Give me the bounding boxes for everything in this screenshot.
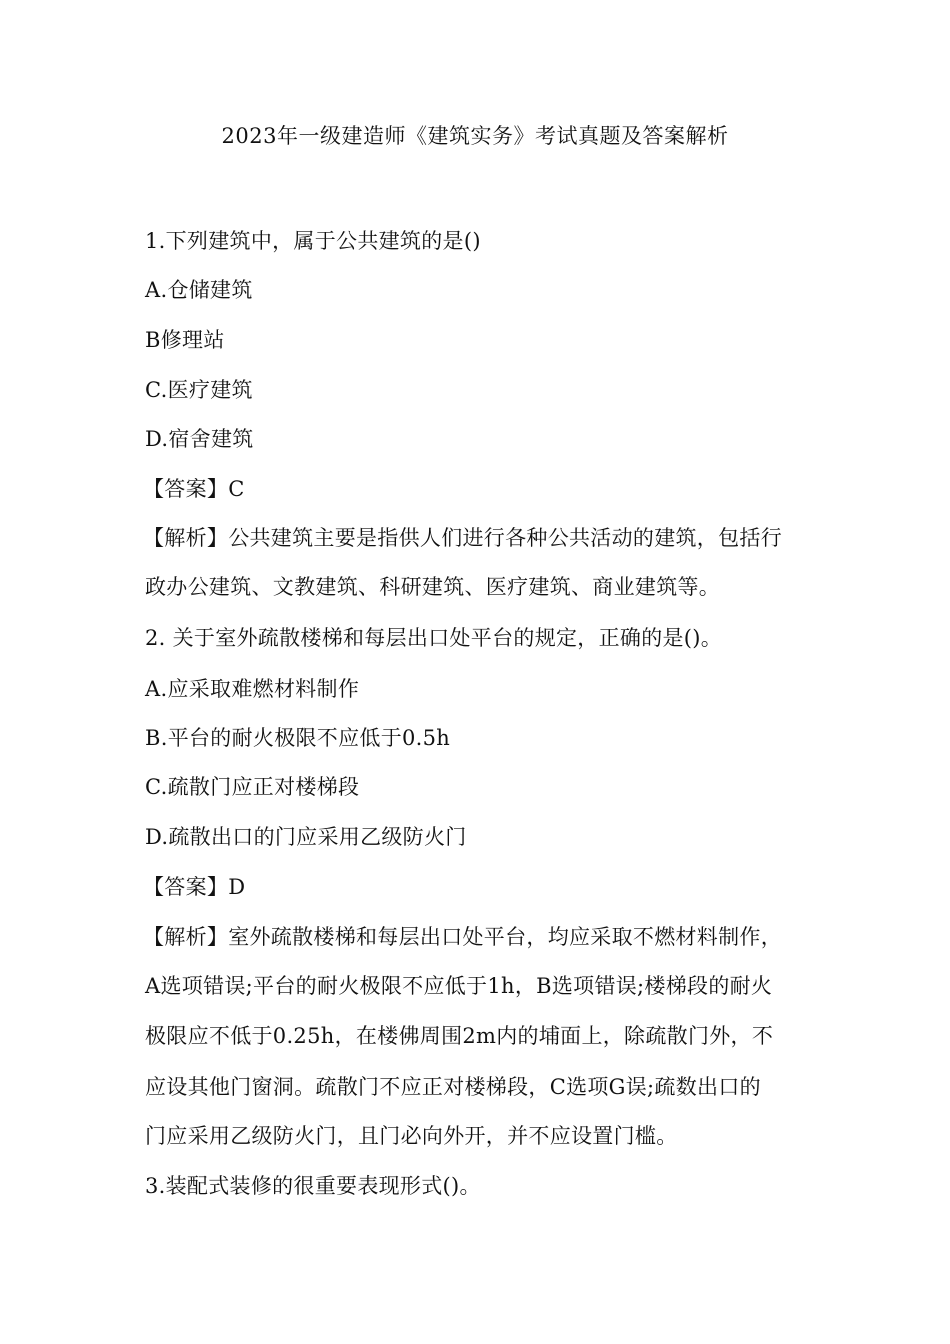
question-2-explanation-line: A选项错误;平台的耐火极限不应低于1h，B选项错误;楼梯段的耐火 — [145, 974, 773, 998]
question-2-option-b: B.平台的耐火极限不应低于0.5h — [145, 726, 451, 750]
question-1-option-a: A.仓储建筑 — [145, 278, 253, 302]
question-2-explanation-line: 应设其他门窗洞。疏散门不应正对楼梯段，C选项G误;疏数出口的 — [145, 1075, 761, 1099]
question-1-option-b: B修理站 — [145, 328, 225, 352]
question-1-explanation-line: 政办公建筑、文教建筑、科研建筑、医疗建筑、商业建筑等。 — [145, 575, 721, 599]
question-1-explanation-line: 【解析】公共建筑主要是指供人们进行各种公共活动的建筑，包括行 — [143, 526, 782, 550]
question-2-explanation-line: 【解析】室外疏散楼梯和每层出口处平台，均应采取不燃材料制作， — [143, 925, 782, 949]
question-2-answer: 【答案】D — [143, 875, 246, 899]
question-2-option-d: D.疏散出口的门应采用乙级防火门 — [145, 825, 467, 849]
question-1-answer: 【答案】C — [143, 477, 245, 501]
question-2-option-c: C.疏散门应正对楼梯段 — [145, 775, 360, 799]
question-2-explanation-line: 门应采用乙级防火门，且门必向外开，并不应设置门槛。 — [145, 1124, 678, 1148]
question-1-option-d: D.宿舍建筑 — [145, 427, 254, 451]
question-2-explanation-line: 极限应不低于0.25h，在楼佛周围2m内的埔面上，除疏散门外，不 — [145, 1024, 774, 1048]
question-2-option-a: A.应采取难燃材料制作 — [145, 677, 360, 701]
question-1-stem: 1.下列建筑中，属于公共建筑的是() — [145, 229, 481, 253]
document-title: 2023年一级建造师《建筑实务》考试真题及答案解析 — [221, 124, 729, 148]
question-3-stem: 3.装配式装修的很重要表现形式()。 — [145, 1174, 481, 1198]
question-1-option-c: C.医疗建筑 — [145, 378, 253, 402]
question-2-stem: 2. 关于室外疏散楼梯和每层出口处平台的规定，正确的是()。 — [145, 626, 723, 650]
